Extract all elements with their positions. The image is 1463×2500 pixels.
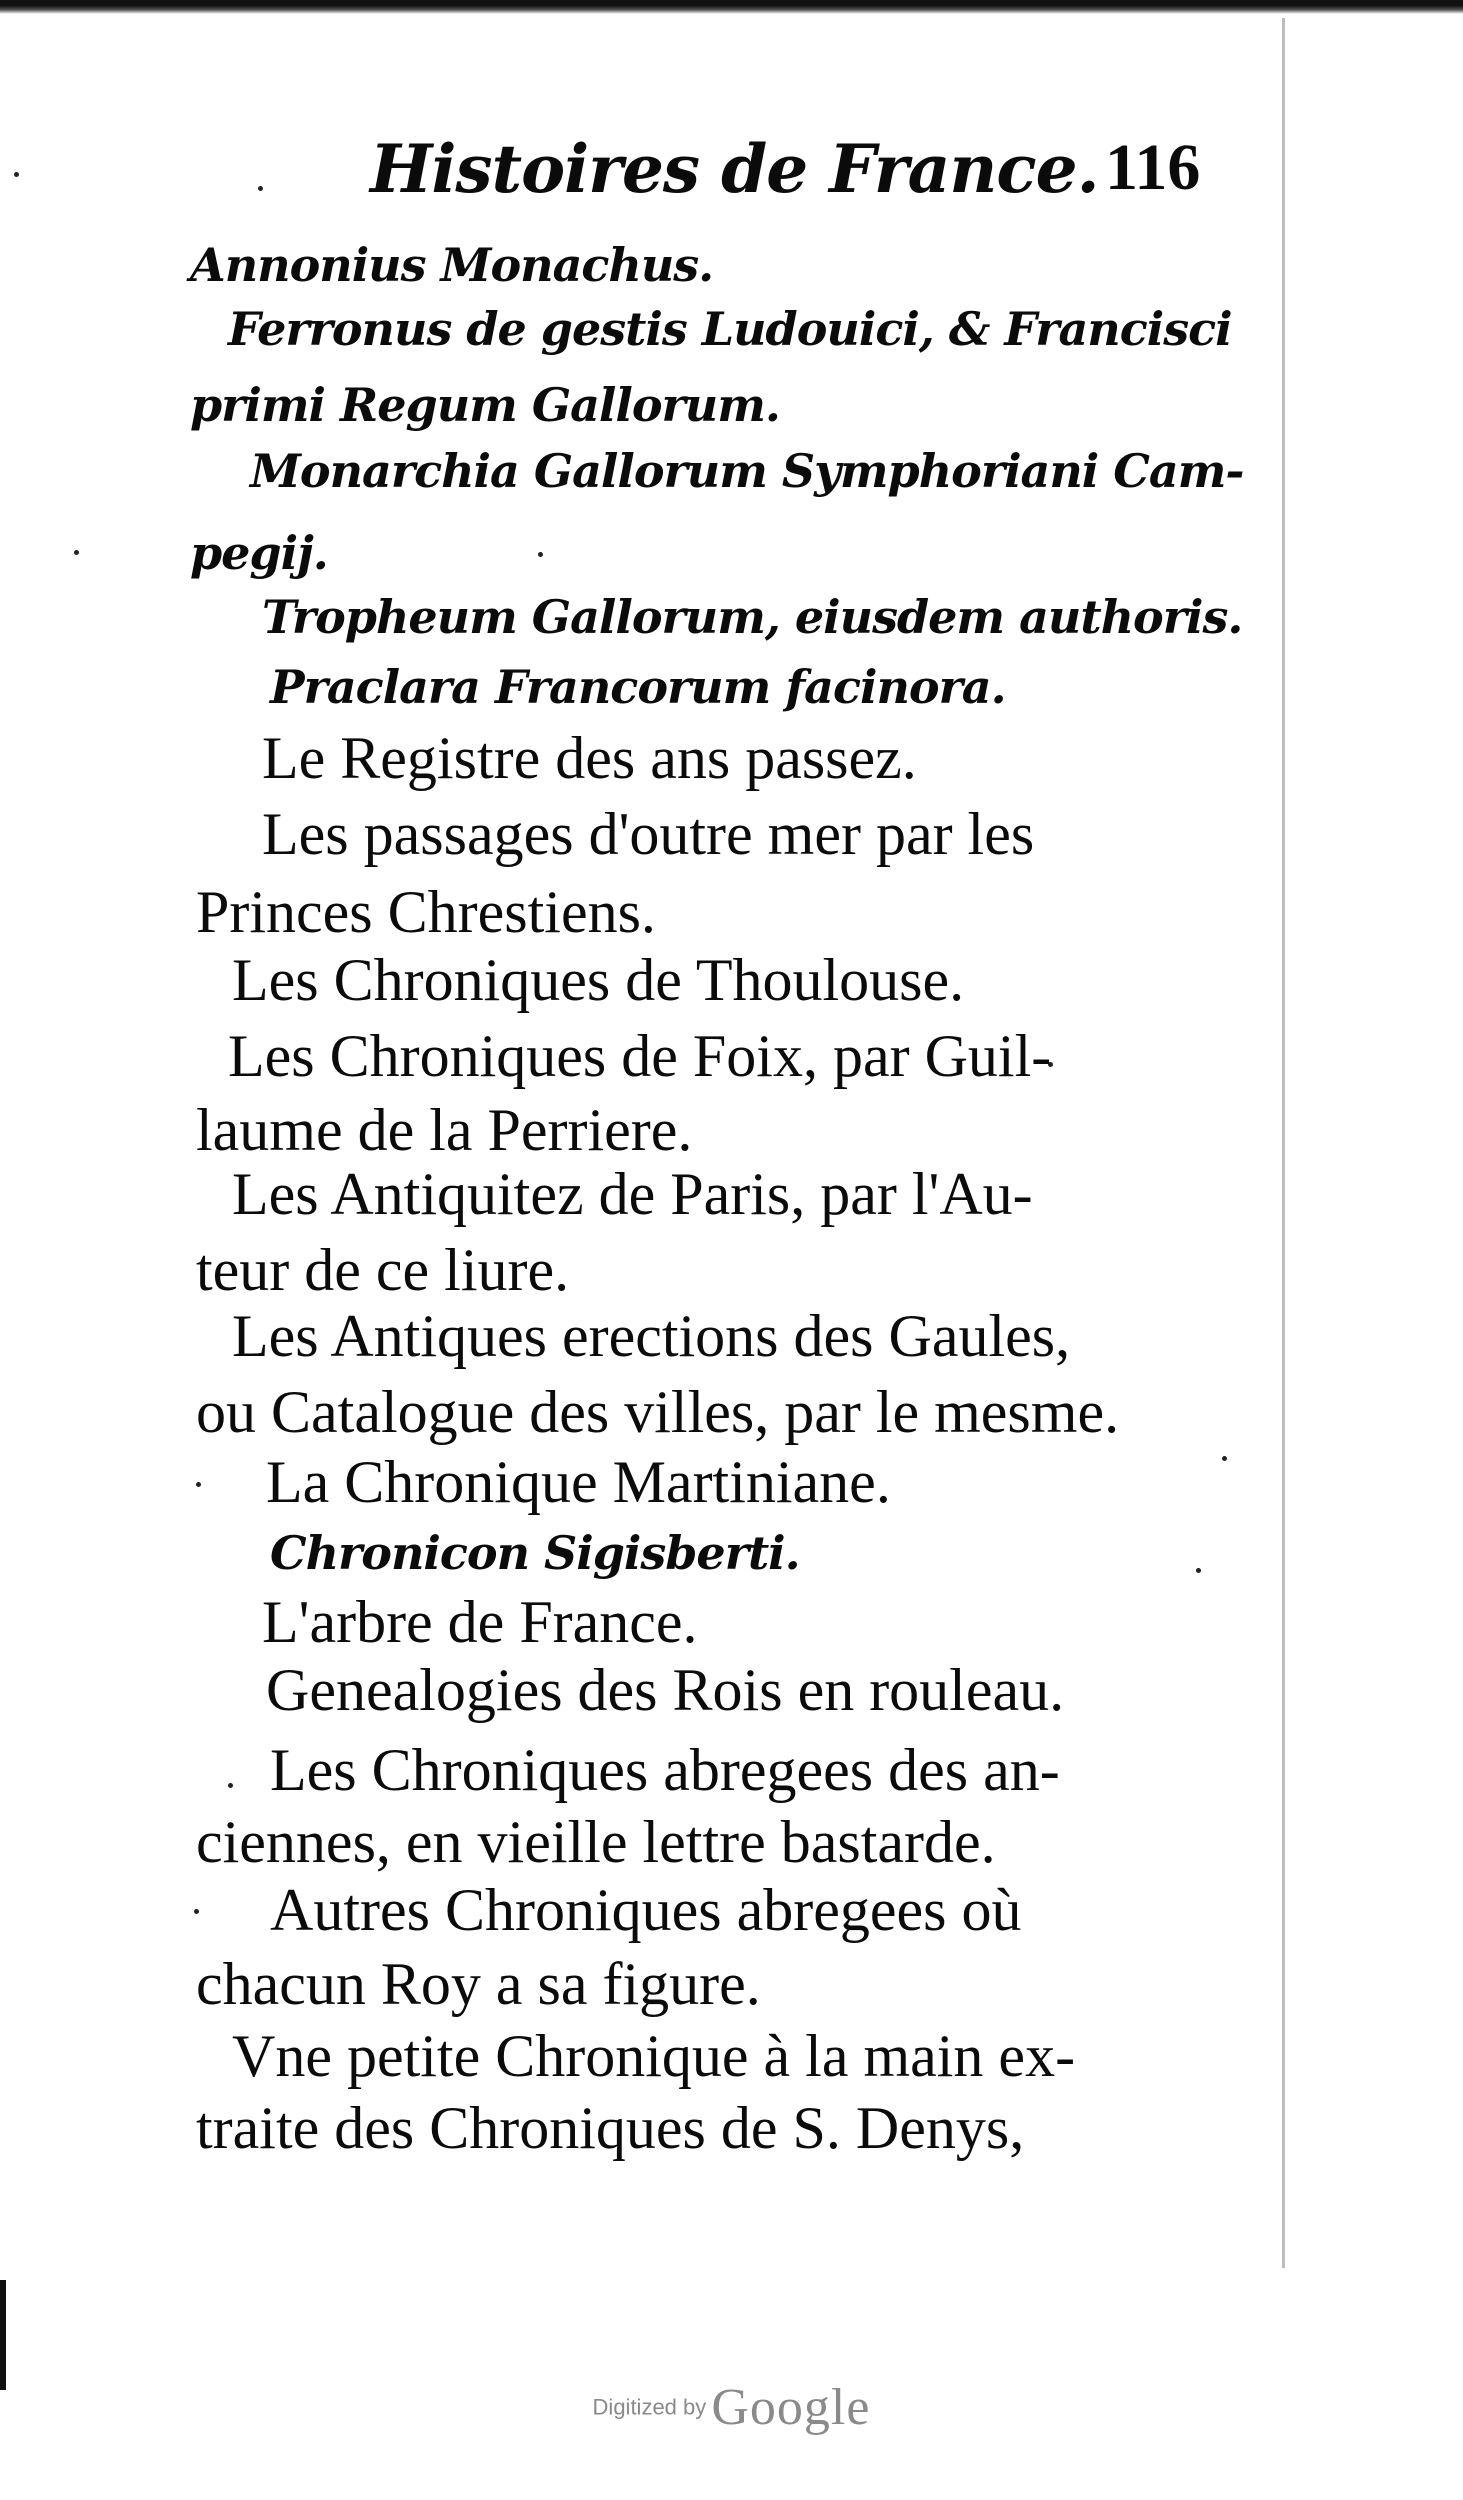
text-line: Annonius Monachus.	[190, 238, 714, 292]
text-line: ciennes, en vieille lettre bastarde.	[196, 1809, 996, 1875]
text-line: Le Registre des ans passez.	[262, 725, 917, 791]
digitized-by-label: Digitized by	[592, 2394, 707, 2420]
text-line: Princes Chrestiens.	[196, 879, 656, 945]
ink-speck	[258, 186, 263, 191]
text-line: Chronicon Sigisberti.	[270, 1526, 800, 1580]
text-line: Vne petite Chronique à la main ex-	[232, 2023, 1076, 2089]
text-line: primi Regum Gallorum.	[190, 378, 780, 432]
text-line: Les Antiques erections des Gaules,	[232, 1303, 1071, 1369]
ink-speck	[74, 550, 79, 555]
text-line: teur de ce liure.	[196, 1237, 570, 1303]
ink-speck	[1196, 1568, 1201, 1573]
text-line: Genealogies des Rois en rouleau.	[266, 1657, 1065, 1723]
text-line: laume de la Perriere.	[196, 1097, 693, 1163]
page-right-edge	[1282, 18, 1285, 2268]
text-line: Les Chroniques de Thoulouse.	[232, 947, 965, 1013]
text-line: Monarchia Gallorum Symphoriani Cam-	[250, 444, 1244, 498]
text-line-part: Les passages d'outre mer par les	[262, 801, 1035, 867]
google-brand-mark: Google	[711, 2379, 871, 2436]
text-line: Autres Chroniques abregees où	[270, 1877, 1022, 1943]
ink-speck	[228, 1783, 233, 1788]
ink-speck	[1222, 1456, 1227, 1461]
text-line: ou Catalogue des villes, par le mesme.	[196, 1379, 1120, 1445]
text-line	[262, 801, 1202, 867]
page-left-edge-mark	[0, 2280, 6, 2390]
text-line: Praclara Francorum facinora.	[270, 660, 1006, 714]
text-line: La Chronique Martiniane.	[266, 1449, 891, 1515]
text-line: traite des Chroniques de S. Denys,	[196, 2095, 1025, 2161]
ink-speck	[14, 172, 19, 177]
page-top-edge	[0, 0, 1463, 14]
text-line: Les Chroniques de Foix, par Guil-	[228, 1023, 1052, 1089]
running-title: Histoires de France.	[370, 130, 1099, 208]
text-line: chacun Roy a sa figure.	[196, 1951, 761, 2017]
text-line: pegij.	[190, 526, 328, 580]
text-line: Tropheum Gallorum, eiusdem authoris.	[262, 590, 1243, 644]
ink-speck	[194, 1909, 199, 1914]
text-line: Ferronus de gestis Ludouici, & Francisci	[228, 302, 1232, 356]
ink-speck	[196, 1482, 201, 1487]
digitization-watermark	[0, 2378, 1463, 2437]
page-number: 116	[1105, 131, 1201, 204]
ink-speck	[538, 552, 543, 557]
text-line: Les Antiquitez de Paris, par l'Au-	[232, 1161, 1033, 1227]
text-line: Les Chroniques abregees des an-	[270, 1737, 1060, 1803]
text-line: L'arbre de France.	[262, 1589, 698, 1655]
